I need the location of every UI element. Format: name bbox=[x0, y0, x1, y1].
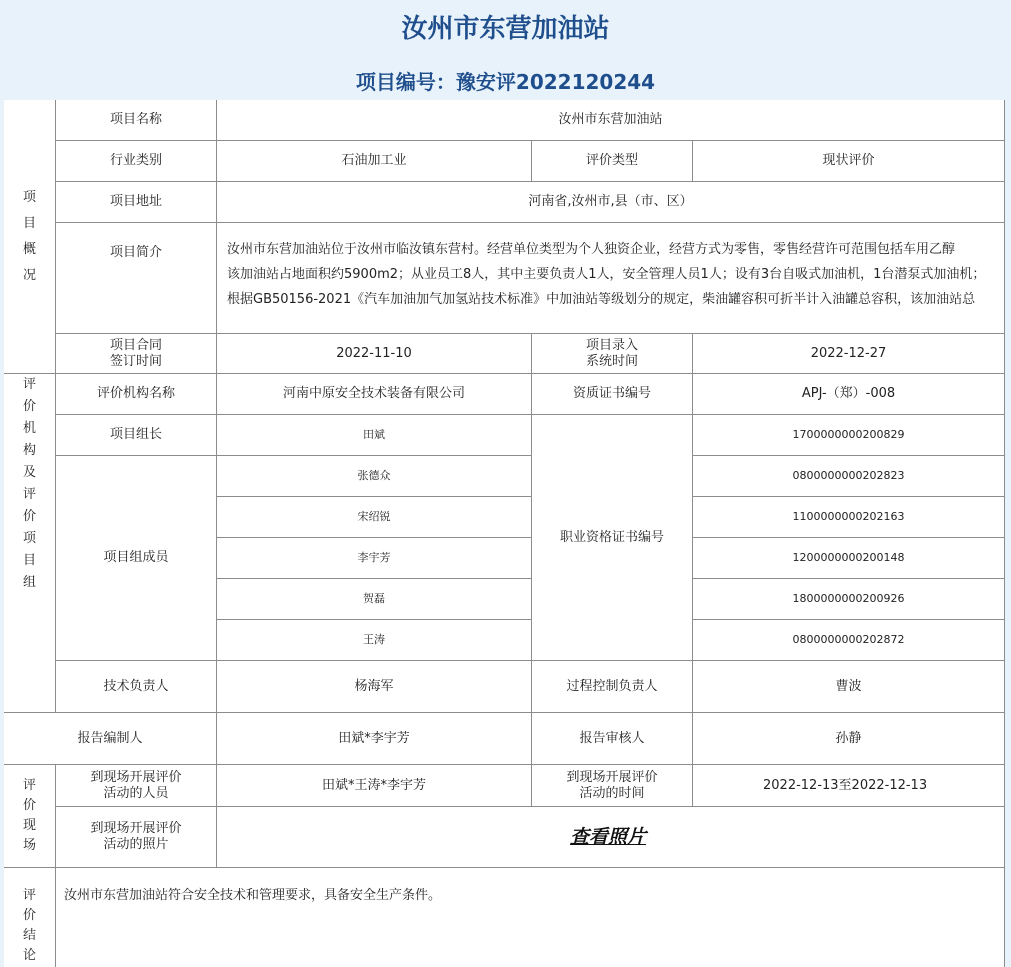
contract-date-label bbox=[56, 334, 217, 374]
site-photo-label-2: 活动的照片 bbox=[103, 837, 169, 852]
site-time-label bbox=[532, 765, 693, 807]
intro-line-3: 根据GB50156-2021《汽车加油加气加氢站技术标准》中加油站等级划分的规定，柴油罐容积可折半计入油罐总容积，该加油站总 bbox=[227, 292, 976, 307]
team-member-name: 王涛 bbox=[217, 620, 532, 661]
contract-date-label-1: 项目合同 bbox=[109, 337, 162, 353]
contract-date-value: 2022-11-10 bbox=[217, 334, 532, 374]
team-member-name: 张德众 bbox=[217, 456, 532, 497]
conclusion-text: 汝州市东营加油站符合安全技术和管理要求，具备安全生产条件。 bbox=[64, 888, 442, 903]
project-name-value: 汝州市东营加油站 bbox=[217, 100, 1005, 141]
report-reviewer-value: 孙静 bbox=[693, 713, 1005, 765]
site-people-label bbox=[56, 765, 217, 807]
left-frame bbox=[0, 100, 4, 967]
contract-date-label-2: 签订时间 bbox=[109, 353, 162, 369]
section-org-label bbox=[4, 374, 56, 713]
entry-date-label-1: 项目录入 bbox=[585, 337, 638, 353]
team-member-cert: 1800000000200926 bbox=[693, 579, 1005, 620]
conclusion-value bbox=[56, 868, 1005, 967]
site-people-label-2: 活动的人员 bbox=[103, 785, 169, 801]
process-lead-label: 过程控制负责人 bbox=[532, 661, 693, 713]
section-label-char: 项 bbox=[22, 189, 36, 205]
section-label-char: 目 bbox=[22, 215, 36, 231]
section-overview-label bbox=[4, 100, 56, 374]
section-label-char: 项 bbox=[22, 531, 36, 546]
report-reviewer-label: 报告审核人 bbox=[532, 713, 693, 765]
section-label-char: 价 bbox=[22, 798, 36, 813]
section-site-label bbox=[4, 765, 56, 868]
tech-lead-value: 杨海军 bbox=[217, 661, 532, 713]
section-label-char: 概 bbox=[22, 241, 36, 257]
section-conclusion-label bbox=[4, 868, 56, 967]
section-label-char: 机 bbox=[22, 421, 36, 436]
site-time-label-2: 活动的时间 bbox=[579, 785, 645, 801]
industry-label: 行业类别 bbox=[56, 141, 217, 182]
team-member-name: 李宇芳 bbox=[217, 538, 532, 579]
eval-type-value: 现状评价 bbox=[693, 141, 1005, 182]
project-name-label: 项目名称 bbox=[56, 100, 217, 141]
report-author-value: 田斌*李宇芳 bbox=[217, 713, 532, 765]
section-label-char: 评 bbox=[22, 487, 36, 502]
site-photo-label bbox=[56, 807, 217, 868]
intro-line-2: 该加油站占地面积约5900m2；从业员工8人，其中主要负责人1人，安全管理人员1人；设有3台自吸式加油机，1台潜泵式加油机； bbox=[227, 267, 986, 282]
intro-label-text: 项目简介 bbox=[109, 245, 162, 260]
entry-date-value: 2022-12-27 bbox=[693, 334, 1005, 374]
section-label-char: 评 bbox=[22, 778, 36, 793]
page-title: 汝州市东营加油站 bbox=[401, 14, 610, 44]
cert-value: APJ-（郑）-008 bbox=[693, 374, 1005, 415]
section-label-char: 结 bbox=[22, 928, 36, 943]
team-member-name: 宋绍锐 bbox=[217, 497, 532, 538]
tech-lead-label: 技术负责人 bbox=[56, 661, 217, 713]
team-member-cert: 1700000000200829 bbox=[693, 415, 1005, 456]
page-header bbox=[0, 0, 1011, 100]
team-member-name: 田斌 bbox=[217, 415, 532, 456]
entry-date-label-2: 系统时间 bbox=[585, 353, 638, 369]
agency-label: 评价机构名称 bbox=[56, 374, 217, 415]
section-label-char: 及 bbox=[22, 465, 36, 480]
section-label-char: 论 bbox=[22, 948, 36, 963]
right-frame bbox=[1005, 100, 1011, 967]
intro-value bbox=[217, 223, 1005, 334]
project-number: 项目编号：豫安评2022120244 bbox=[355, 70, 656, 94]
process-lead-value: 曹波 bbox=[693, 661, 1005, 713]
site-photo-cell bbox=[217, 807, 1005, 868]
entry-date-label bbox=[532, 334, 693, 374]
section-label-char: 场 bbox=[22, 838, 36, 853]
site-photo-label-1: 到现场开展评价 bbox=[90, 821, 182, 836]
site-time-value: 2022-12-13至2022-12-13 bbox=[693, 765, 1005, 807]
team-member-name: 贺磊 bbox=[217, 579, 532, 620]
intro-label bbox=[56, 223, 217, 334]
section-label-char: 价 bbox=[22, 399, 36, 414]
address-value: 河南省,汝州市,县（市、区） bbox=[217, 182, 1005, 223]
team-member-cert: 0800000000202872 bbox=[693, 620, 1005, 661]
site-people-value: 田斌*王涛*李宇芳 bbox=[217, 765, 532, 807]
address-label: 项目地址 bbox=[56, 182, 217, 223]
eval-type-label: 评价类型 bbox=[532, 141, 693, 182]
section-label-char: 价 bbox=[22, 509, 36, 524]
cert-label: 资质证书编号 bbox=[532, 374, 693, 415]
section-label-char: 况 bbox=[22, 267, 36, 283]
section-label-char: 现 bbox=[22, 818, 36, 833]
project-info-table bbox=[4, 100, 1005, 967]
industry-value: 石油加工业 bbox=[217, 141, 532, 182]
team-member-cert: 1100000000202163 bbox=[693, 497, 1005, 538]
section-label-char: 构 bbox=[22, 443, 36, 458]
intro-line-1: 汝州市东营加油站位于汝州市临汝镇东营村。经营单位类型为个人独资企业，经营方式为零售，零售经营许可范围包括车用乙醇 bbox=[227, 242, 956, 257]
section-label-char: 评 bbox=[22, 888, 36, 903]
section-label-char: 组 bbox=[22, 575, 36, 590]
view-photos-link[interactable]: 查看照片 bbox=[570, 826, 647, 848]
report-author-label: 报告编制人 bbox=[4, 713, 217, 765]
site-people-label-1: 到现场开展评价 bbox=[90, 769, 182, 785]
members-label: 项目组成员 bbox=[56, 456, 217, 661]
section-label-char: 价 bbox=[22, 908, 36, 923]
section-label-char: 评 bbox=[22, 377, 36, 392]
team-member-cert: 1200000000200148 bbox=[693, 538, 1005, 579]
agency-value: 河南中原安全技术装备有限公司 bbox=[217, 374, 532, 415]
leader-label: 项目组长 bbox=[56, 415, 217, 456]
qualification-label: 职业资格证书编号 bbox=[532, 415, 693, 661]
site-time-label-1: 到现场开展评价 bbox=[566, 769, 658, 785]
section-label-char: 目 bbox=[22, 553, 36, 568]
team-member-cert: 0800000000202823 bbox=[693, 456, 1005, 497]
